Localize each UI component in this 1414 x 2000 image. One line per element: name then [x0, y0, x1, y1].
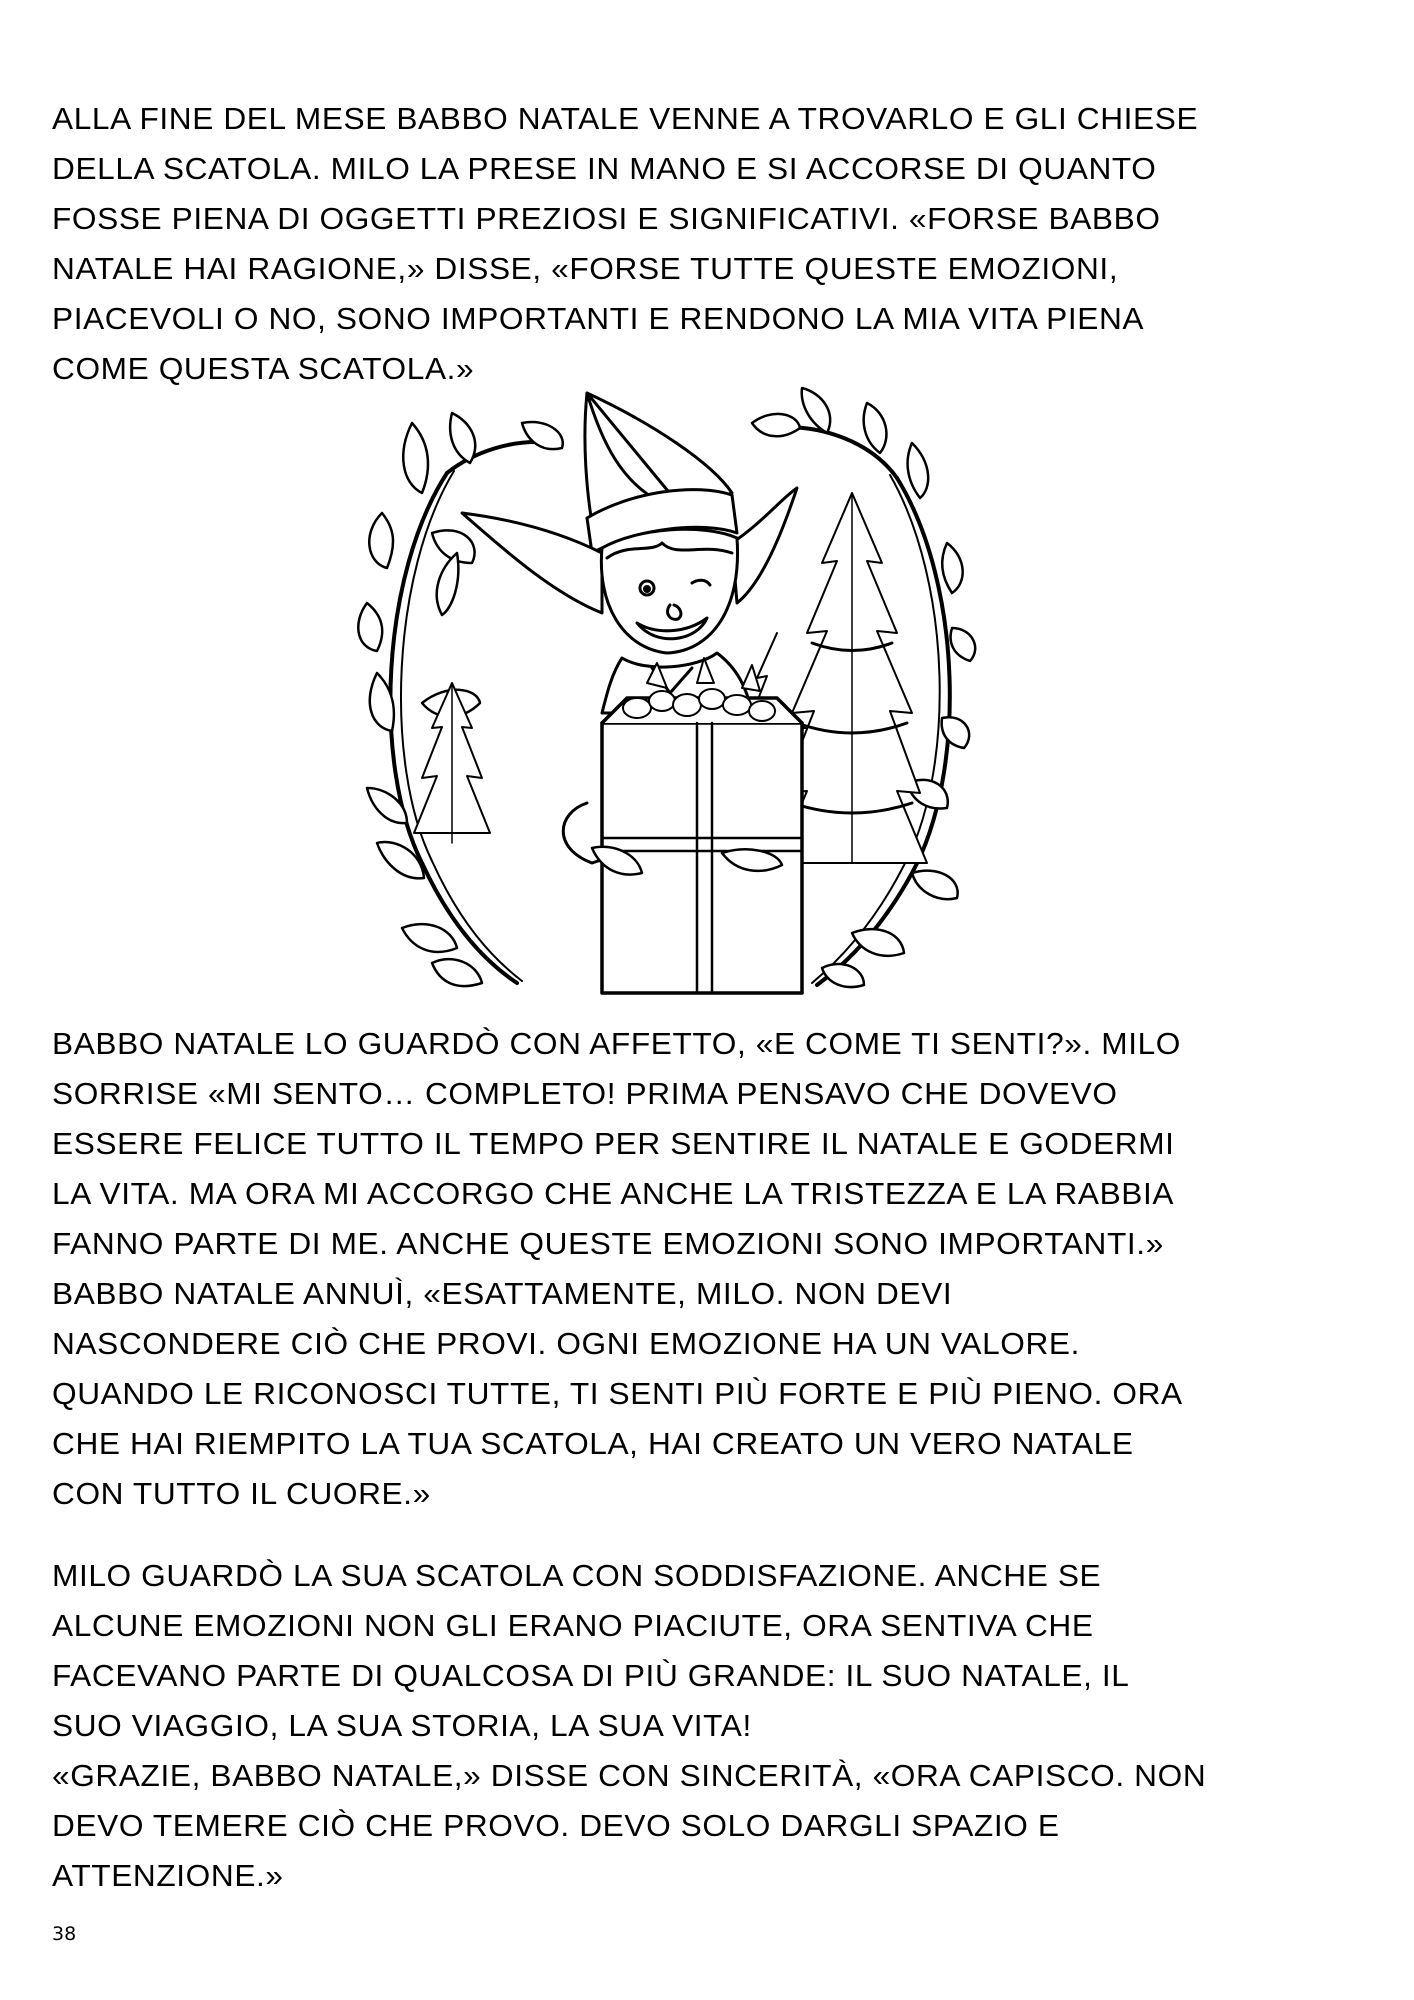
- text-line: FACEVANO PARTE DI QUALCOSA DI PIÙ GRANDE: IL SUO NATALE, IL: [52, 1658, 1130, 1693]
- text-line: ALCUNE EMOZIONI NON GLI ERANO PIACIUTE, ORA SENTIVA CHE: [52, 1608, 1094, 1643]
- paragraph-2: [52, 1019, 1372, 1519]
- text-line: SUO VIAGGIO, LA SUA STORIA, LA SUA VITA!: [52, 1708, 752, 1743]
- text-line: NATALE HAI RAGIONE,» DISSE, «FORSE TUTTE QUESTE EMOZIONI,: [52, 251, 1119, 286]
- text-line: MILO GUARDÒ LA SUA SCATOLA CON SODDISFAZIONE. ANCHE SE: [52, 1558, 1102, 1593]
- text-line: BABBO NATALE ANNUÌ, «ESATTAMENTE, MILO. NON DEVI: [52, 1276, 953, 1311]
- text-line: LA VITA. MA ORA MI ACCORGO CHE ANCHE LA TRISTEZZA E LA RABBIA: [52, 1176, 1175, 1211]
- text-line: FOSSE PIENA DI OGGETTI PREZIOSI E SIGNIFICATIVI. «FORSE BABBO: [52, 201, 1161, 236]
- text-line: QUANDO LE RICONOSCI TUTTE, TI SENTI PIÙ FORTE E PIÙ PIENO. ORA: [52, 1376, 1183, 1411]
- text-line: FANNO PARTE DI ME. ANCHE QUESTE EMOZIONI SONO IMPORTANTI.»: [52, 1226, 1164, 1261]
- text-line: PIACEVOLI O NO, SONO IMPORTANTI E RENDONO LA MIA VITA PIENA: [52, 301, 1145, 336]
- text-line: «GRAZIE, BABBO NATALE,» DISSE CON SINCERITÀ, «ORA CAPISCO. NON: [52, 1758, 1207, 1793]
- text-line: CON TUTTO IL CUORE.»: [52, 1476, 431, 1511]
- text-line: BABBO NATALE LO GUARDÒ CON AFFETTO, «E COME TI SENTI?». MILO: [52, 1026, 1182, 1061]
- text-line: ATTENZIONE.»: [52, 1858, 284, 1893]
- text-line: NASCONDERE CIÒ CHE PROVI. OGNI EMOZIONE HA UN VALORE.: [52, 1326, 1081, 1361]
- text-line: SORRISE «MI SENTO… COMPLETO! PRIMA PENSAVO CHE DOVEVO: [52, 1076, 1118, 1111]
- gift-box-icon: [592, 658, 802, 993]
- page-number: 38: [52, 1923, 77, 1945]
- text-line: ESSERE FELICE TUTTO IL TEMPO PER SENTIRE IL NATALE E GODERMI: [52, 1126, 1175, 1161]
- text-line: COME QUESTA SCATOLA.»: [52, 351, 475, 386]
- text-line: DEVO TEMERE CIÒ CHE PROVO. DEVO SOLO DARGLI SPAZIO E: [52, 1808, 1060, 1843]
- text-line: DELLA SCATOLA. MILO LA PRESE IN MANO E SI ACCORSE DI QUANTO: [52, 151, 1157, 186]
- paragraph-1: [52, 94, 1372, 394]
- paragraph-3: [52, 1551, 1372, 1901]
- elf-with-gift-box-illustration: [352, 383, 982, 999]
- text-line: CHE HAI RIEMPITO LA TUA SCATOLA, HAI CREATO UN VERO NATALE: [52, 1426, 1134, 1461]
- text-line: ALLA FINE DEL MESE BABBO NATALE VENNE A TROVARLO E GLI CHIESE: [52, 101, 1199, 136]
